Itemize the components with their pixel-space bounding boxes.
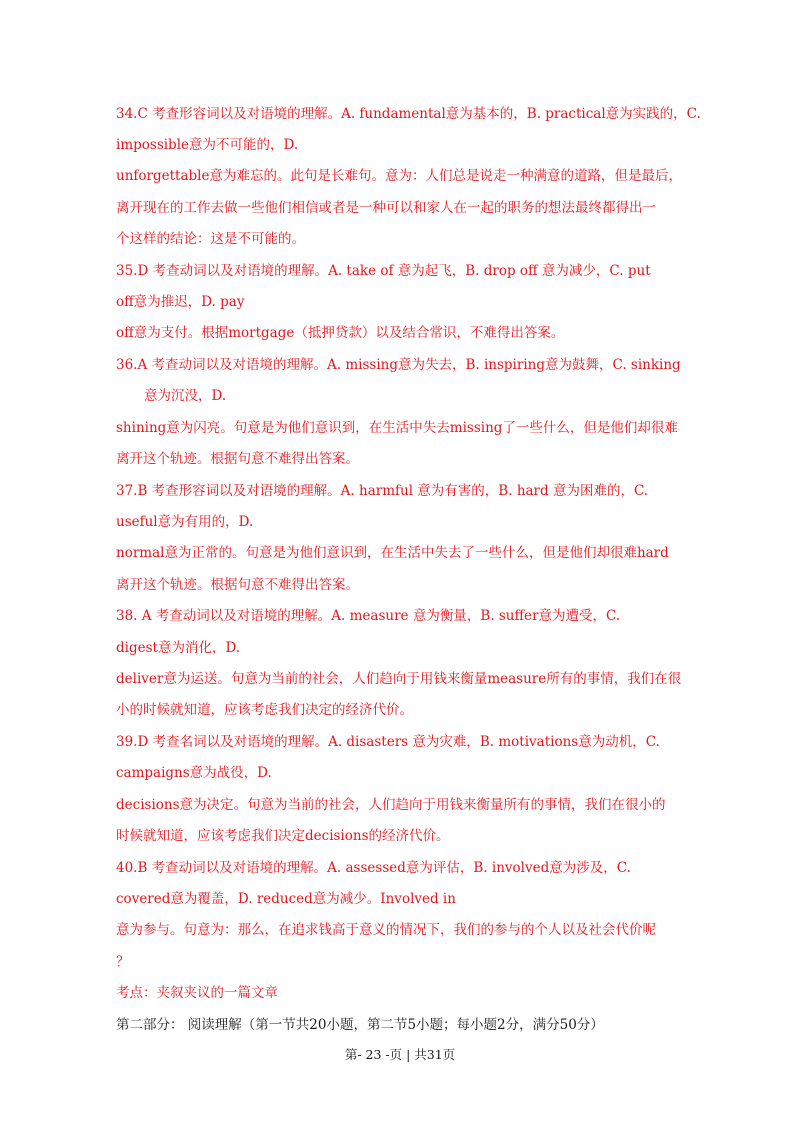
text-line: impossible意为不可能的，D. [116, 137, 299, 153]
text-line: 个这样的结论：这是不可能的。 [116, 231, 305, 247]
text-line: ？ [116, 954, 130, 970]
section-heading: 第二部分： 阅读理解（第一节共20小题，第二节5小题；每小题2分，满分50分） [116, 1017, 604, 1033]
text-line: 意为沉没，D. [144, 388, 227, 404]
text-line: decisions意为决定。句意为当前的社会，人们趋向于用钱来衡量所有的事情，我们在很小的 [116, 797, 666, 813]
text-line: 时候就知道，应该考虑我们决定decisions的经济代价。 [116, 828, 450, 844]
page-footer: 第- 23 -页 | 共31页 [344, 1047, 456, 1062]
text-line: digest意为消化，D. [116, 640, 241, 656]
text-line: off意为支付。根据mortgage（抵押贷款）以及结合常识，不难得出答案。 [116, 325, 565, 341]
text-line: shining意为闪亮。句意是为他们意识到，在生活中失去missing了一些什么，但是他们却很难 [116, 420, 678, 436]
text-line: useful意为有用的，D. [116, 514, 254, 530]
text-line: off意为推迟，D. pay [116, 294, 245, 310]
text-line: unforgettable意为难忘的。此句是长难句。意为：人们总是说走一种满意的道路，但是最后， [116, 168, 682, 184]
text-line: 35.D 考查动词以及对语境的理解。A. take of 意为起飞，B. drop off 意为减少，C. put [116, 263, 651, 279]
text-line: 37.B 考查形容词以及对语境的理解。A. harmful 意为有害的，B. hard 意为困难的，C. [116, 483, 649, 499]
text-line: normal意为正常的。句意是为他们意识到，在生活中失去了一些什么，但是他们却很难hard [116, 545, 669, 561]
text-line: 39.D 考查名词以及对语境的理解。A. disasters 意为灾难，B. motivations意为动机，C. [116, 734, 660, 750]
text-line: 离开现在的工作去做一些他们相信或者是一种可以和家人在一起的职务的想法最终都得出一 [116, 200, 656, 216]
text-line: 小的时候就知道，应该考虑我们决定的经济代价。 [116, 702, 413, 718]
text-line: 40.B 考查动词以及对语境的理解。A. assessed意为评估，B. involved意为涉及，C. [116, 860, 631, 876]
text-line: covered意为覆盖，D. reduced意为减少。Involved in [116, 891, 456, 907]
text-line: 离开这个轨迹。根据句意不难得出答案。 [116, 577, 359, 593]
text-line: 36.A 考查动词以及对语境的理解。A. missing意为失去，B. inspiring意为鼓舞，C. sinking [116, 357, 681, 373]
text-line: 意为参与。句意为：那么，在追求钱高于意义的情况下，我们的参与的个人以及社会代价呢 [116, 922, 656, 938]
text-line: campaigns意为战役，D. [116, 765, 272, 781]
text-line: deliver意为运送。句意为当前的社会，人们趋向于用钱来衡量measure所有的事情，我们在很 [116, 671, 682, 687]
text-line: 38. A 考查动词以及对语境的理解。A. measure 意为衡量，B. suffer意为遭受，C. [116, 608, 621, 624]
text-line: 离开这个轨迹。根据句意不难得出答案。 [116, 451, 359, 467]
text-line: 考点：夹叙夹议的一篇文章 [116, 985, 278, 1001]
text-line: 34.C 考查形容词以及对语境的理解。A. fundamental意为基本的，B. practical意为实践的，C. [116, 106, 701, 122]
